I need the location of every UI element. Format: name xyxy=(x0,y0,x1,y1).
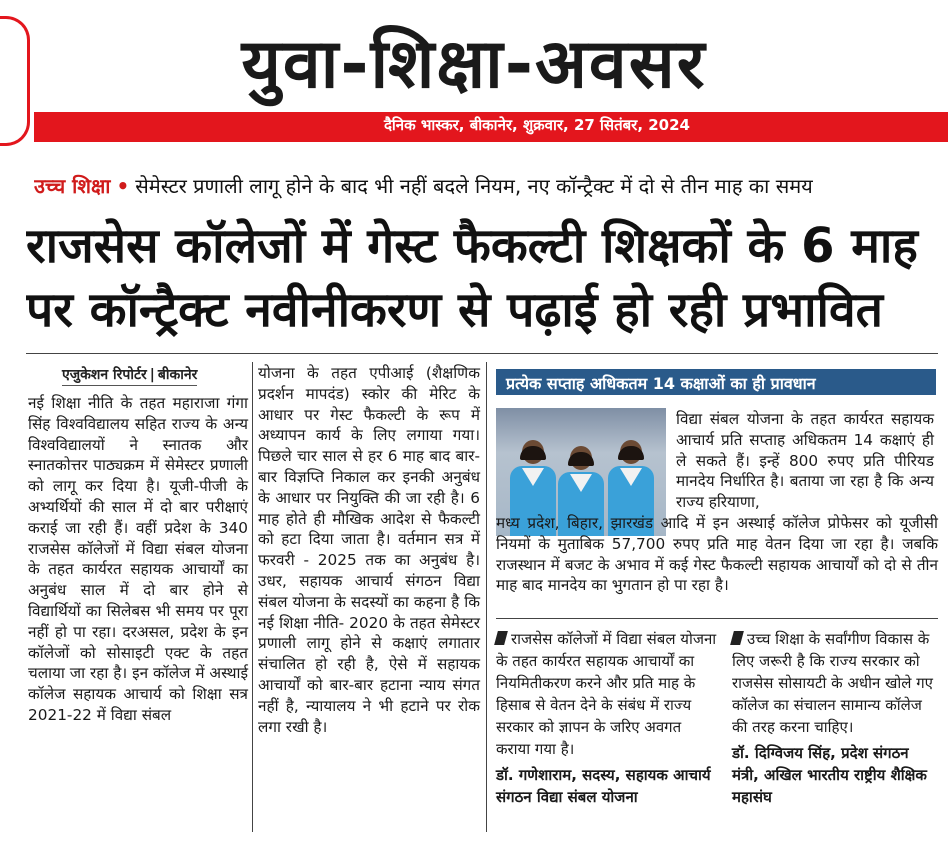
sidebar-text-1: विद्या संबल योजना के तहत कार्यरत सहायक आचार्य प्रति सप्ताह अधिकतम 14 कक्षाएं ही ले सकते हैं। इन्हें 800 रुपए प्रति पीरियड मानदेय निर्धारित है। बताया जा रहा है कि अन्य राज्य हरियाणा, xyxy=(676,410,934,512)
headline-line-1: राजसेस कॉलेजों में गेस्ट फैकल्टी शिक्षकों के 6 माह xyxy=(26,218,918,274)
quote-block xyxy=(496,628,718,808)
quote-attribution: डॉ. दिग्विजय सिंह, प्रदेश संगठन मंत्री, अखिल भारतीय राष्ट्रीय शैक्षिक महासंघ xyxy=(732,744,927,806)
kicker-bullet: • xyxy=(116,174,130,198)
article-column-2: योजना के तहत एपीआई (शैक्षणिक प्रदर्शन मापदंड) स्कोर की मेरिट के आधार पर गेस्ट फैकल्टी के रूप में अध्यापन कार्य के लिए लगाया गया। पिछले चार साल से हर 6 माह बाद बार-बार विज्ञप्ति निकाल कर इनकी अनुबंध के आधार पर नियुक्ति की जा रही है। 6 माह होते ही मौखिक आदेश से फैकल्टी को हटा दिया जाता है। वर्तमान सत्र में फरवरी - 2025 तक का अनुबंध है। उधर, सहायक आचार्य संगठन विद्या संबल योजना के सदस्यों का कहना है कि नई शिक्षा नीति- 2020 के तहत सेमेस्टर प्रणाली लागू होने से कक्षाएं लगातार संचालित हो रही है, ऐसे में सहायक आचार्यों को बार-बार हटाना न्याय संगत नहीं है, न्यायालय ने भी हटाने पर रोक लगा रखी है। xyxy=(258,364,480,736)
kicker-text: सेमेस्टर प्रणाली लागू होने के बाद भी नहीं बदले नियम, नए कॉन्ट्रैक्ट में दो से तीन माह का समय xyxy=(135,174,813,198)
quote-text: उच्च शिक्षा के सर्वांगीण विकास के लिए जरूरी है कि राज्य सरकार को राजसेस सोसायटी के अधीन खोले गए कॉलेज का संचालन सामान्य कॉलेज की तरह करना चाहिए। xyxy=(732,630,933,736)
quote-mark-icon xyxy=(730,631,744,645)
quote-attribution: डॉ. गणेशाराम, सदस्य, सहायक आचार्य संगठन विद्या संबल योजना xyxy=(496,766,711,806)
kicker xyxy=(34,172,938,199)
divider xyxy=(26,353,938,354)
masthead xyxy=(0,0,948,160)
sidebar-header: प्रत्येक सप्ताह अधिकतम 14 कक्षाओं का ही प्रावधान xyxy=(496,369,936,395)
divider xyxy=(496,618,938,619)
headline-line-2: पर कॉन्ट्रैक्ट नवीनीकरण से पढ़ाई हो रही प्रभावित xyxy=(26,282,883,338)
dateline: दैनिक भास्कर, बीकानेर, शुक्रवार, 27 सितंबर, 2024 xyxy=(383,116,690,134)
kicker-tag: उच्च शिक्षा xyxy=(34,174,111,198)
byline xyxy=(62,365,197,386)
byline-reporter: एजुकेशन रिपोर्टर xyxy=(62,367,147,383)
column-divider xyxy=(252,362,253,832)
sidebar-text-2: मध्य प्रदेश, बिहार, झारखंड आदि में इन अस्थाई कॉलेज प्रोफेसर को यूजीसी नियमों के मुताबिक 57,700 रुपए प्रति माह वेतन दिया जा रहा है। जबकि राजस्थान में बजट के अभाव में कई गेस्ट फैकल्टी सहायक आचार्यों को दो से तीन माह बाद मानदेय का भुगतान हो पा रहा है। xyxy=(496,514,938,595)
page-title: युवा-शिक्षा-अवसर xyxy=(241,25,707,104)
quote-text: राजसेस कॉलेजों में विद्या संबल योजना के तहत कार्यरत सहायक आचार्यों का नियमितीकरण करने और प्रति माह के हिसाब से वेतन देने के संबंध में राज्य सरकार को ज्ञापन के जरिए अवगत कराया गया है। xyxy=(496,630,717,758)
byline-city: बीकानेर xyxy=(157,367,198,383)
masthead-band xyxy=(34,112,948,142)
byline-separator: | xyxy=(149,367,155,383)
column-divider xyxy=(486,362,487,832)
quote-block xyxy=(732,628,938,808)
headline xyxy=(26,214,938,342)
quote-mark-icon xyxy=(494,631,508,645)
article-column-1: नई शिक्षा नीति के तहत महाराजा गंगा सिंह विश्वविद्यालय सहित राज्य के अन्य विश्वविद्यालयों ने स्नातक और स्नातकोत्तर पाठ्यक्रम में सेमेस्टर प्रणाली को लागू कर दिया है। यूजी-पीजी के अभ्यर्थियों की साल में दो बार परीक्षाएं कराई जा रही हैं। वहीं प्रदेश के 340 राजसेस कॉलेजों में विद्या संबल योजना के तहत कार्यरत सहायक आचार्यों का अनुबंध साल में दो बार होने से विद्यार्थियों का सिलेबस भी समय पर पूरा नहीं हो पा रहा। दरअसल, प्रदेश के इन कॉलेजों को सोसाइटी एक्ट के तहत चलाया जा रहा है। इन कॉलेज में अस्थाई कॉलेज सहायक आचार्य को शिक्षा सत्र 2021-22 में विद्या संबल xyxy=(28,394,248,724)
